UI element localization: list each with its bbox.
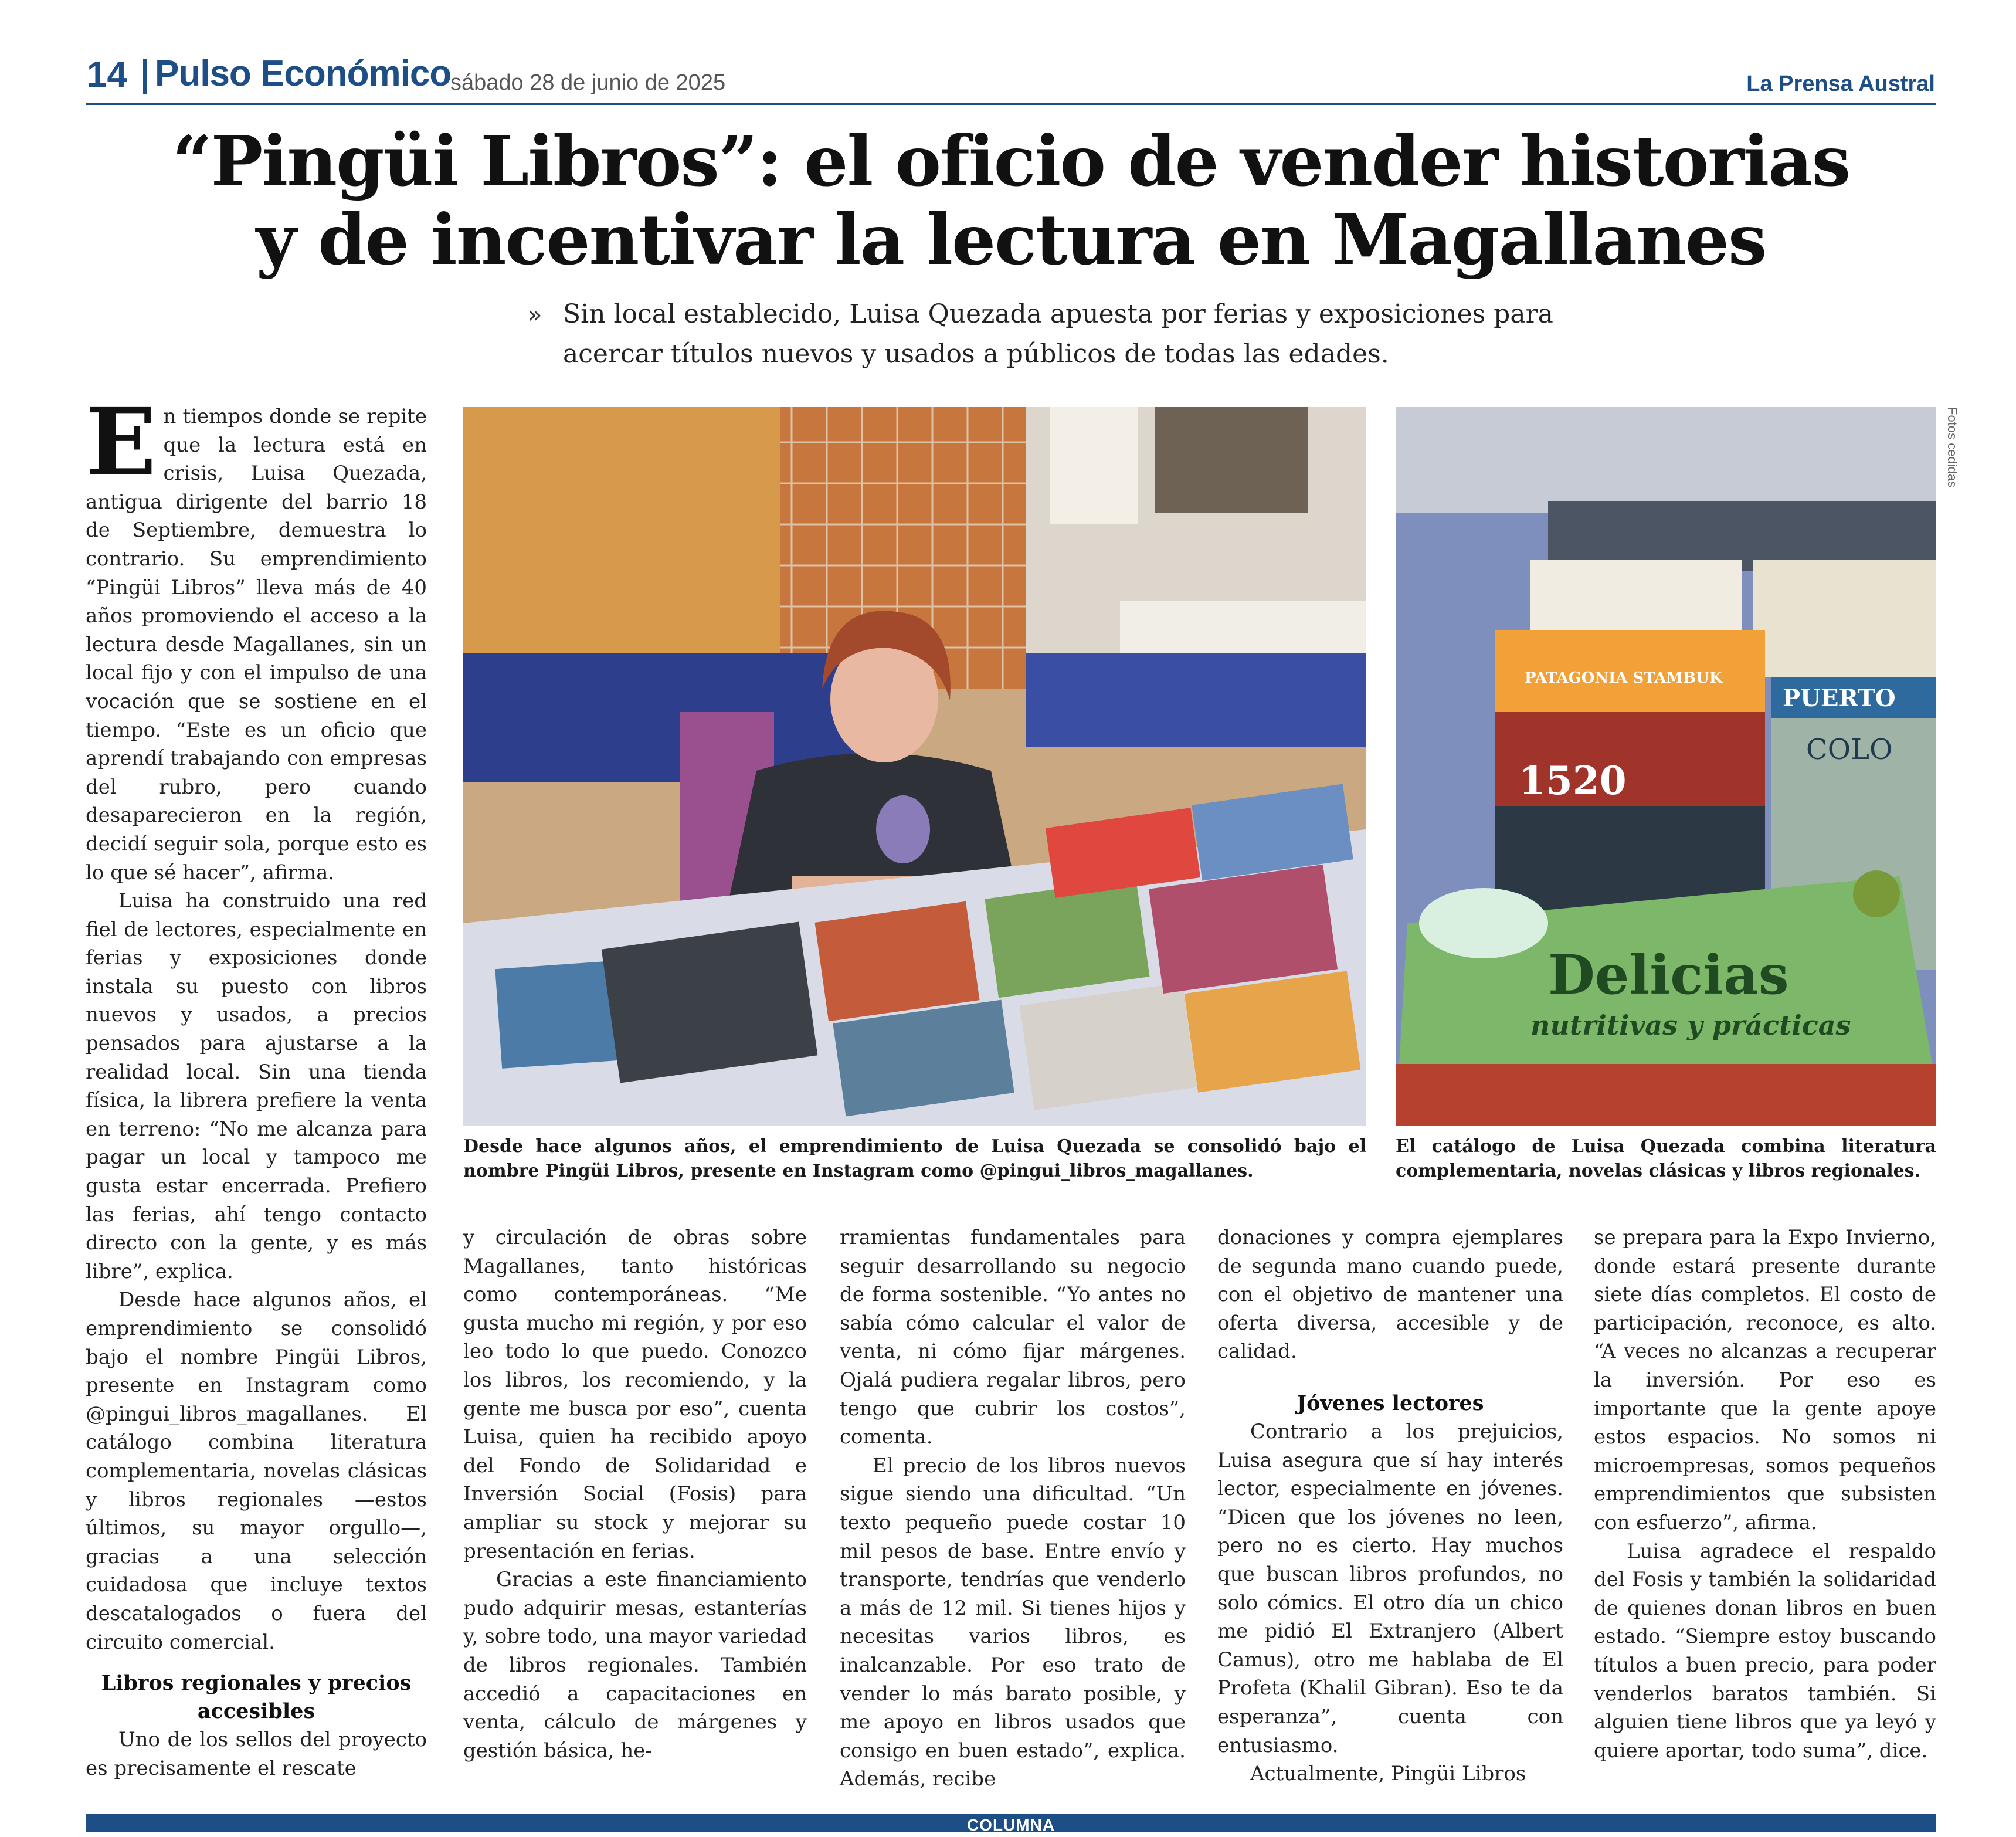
paragraph: donaciones y compra ejemplares de segunda mano cuando puede, con el objetivo de mantener una oferta diversa, accesible y de calidad. — [1217, 1226, 1563, 1364]
headline-line-1: “Pingüi Libros”: el oficio de vender historias — [172, 120, 1850, 202]
book-colo-text: COLO — [1806, 733, 1893, 766]
subhead-jovenes-lectores: Jóvenes lectores — [1297, 1391, 1484, 1415]
photo-caption-2: El catálogo de Luisa Quezada combina literatura complementaria, novelas clásicas y libros regionales. — [1396, 1136, 1936, 1181]
section-name: Pulso Económico — [155, 53, 452, 94]
photo-credit — [1942, 407, 1966, 524]
article-column-5 — [1594, 1223, 1936, 1765]
double-chevron-icon: » — [528, 301, 542, 328]
paragraph: Luisa agradece el respaldo del Fosis y también la solidaridad de quienes donan libros en buen estado. “Siempre estoy buscando títulos a buen precio, para poder venderlos baratos también. Si alguien tiene libros que ya leyó y quiere aportar, todo suma”, dice. — [1594, 1539, 1936, 1763]
book-cover-1520: 1520 — [1519, 758, 1627, 804]
article-column-4 — [1217, 1223, 1563, 1788]
paragraph-text: n tiempos donde se repite que la lectura está en crisis, Luisa Quezada, antigua dirigente del barrio 18 de Septiembre, demuestra lo contrario. Su emprendimiento “Pingüi Libros” lleva más de 40 años promoviendo el acceso a la lectura desde Magallanes, sin un local fijo y con el impulso de una vocación que se sostiene en el tiempo. “Este es un oficio que aprendí trabajando con empresas del rubro, pero cuando desaparecieron en la región, decidí seguir sola, porque esto es lo que sé hacer”, afirma. — [86, 405, 427, 884]
paragraph — [86, 388, 427, 887]
paragraph: Desde hace algunos años, el emprendimiento se consolidó bajo el nombre Pingüi Libros, presente en Instagram como @pingui_libros_magallanes. El catálogo combina literatura complementaria, novelas clásicas y libros regionales —estos últimos, su mayor orgullo—, gracias a una selección cuidadosa que incluye textos descatalogados o fuera del circuito comercial. — [86, 1288, 427, 1654]
page-number: 14 — [87, 55, 127, 95]
paragraph: Contrario a los prejuicios, Luisa asegura que sí hay interés lector, especialmente en jóvenes. “Dicen que los jóvenes no leen, pero no es cierto. Hay muchos que buscan libros profundos, no solo cómics. El otro día un chico me pidió El Extranjero (Albert Camus), otro me hablaba de El Profeta (Khalil Gibran). Eso te da esperanza”, cuenta con entusiasmo. — [1217, 1419, 1563, 1757]
subhead-libros-regionales: Libros regionales y precios accesibles — [101, 1671, 412, 1724]
paragraph: El precio de los libros nuevos sigue siendo una dificultad. “Un texto pequeño puede costar 10 mil pesos de base. Entre envío y transporte, tendrías que venderlo a más de 12 mil. Si tienes hijos y necesitas varios libros, es inalcanzable. Por eso trato de vender lo más barato posible, y me apoyo en libros usados que consigo en buen estado”, explica. Además, recibe — [840, 1453, 1186, 1791]
paragraph: Uno de los sellos del proyecto es precisamente el rescate — [86, 1728, 427, 1780]
subheadline-text: Sin local establecido, Luisa Quezada apuesta por ferias y exposiciones para acercar títulos nuevos y usados a públicos de todas las edades. — [563, 299, 1553, 369]
photo-illustration — [463, 407, 1366, 1126]
drop-cap: E — [86, 388, 157, 497]
paragraph: Luisa ha construido una red fiel de lectores, especialmente en ferias y exposiciones donde instala su puesto con libros nuevos y usados, a precios pensados para ajustarse a la realidad local. Sin una tienda física, la librera prefiere la venta en terreno: “No me alcanza para pagar un local y tampoco me gusta estar encerrada. Prefiero las ferias, ahí tengo contacto directo con la gente, y es más libre”, explica. — [86, 889, 427, 1283]
publication-name: La Prensa Austral — [1746, 72, 1935, 96]
article-column-2 — [463, 1223, 807, 1765]
book-delicias-title: Delicias — [1548, 943, 1789, 1006]
book-author-text: PATAGONIA STAMBUK — [1525, 669, 1723, 687]
header-divider — [143, 59, 147, 94]
footer-band — [86, 1814, 1936, 1832]
header-rule — [86, 103, 1936, 105]
subheadline — [516, 294, 1572, 374]
photo-luisa-bookstall — [463, 407, 1366, 1126]
headline — [86, 122, 1936, 279]
paragraph: Actualmente, Pingüi Libros — [1250, 1762, 1526, 1786]
paragraph: rramientas fundamentales para seguir desarrollando su negocio de forma sostenible. “Yo antes no sabía cómo calcular el valor de venta, ni cómo fijar márgenes. Ojalá pudiera regalar libros, pero tengo que cubrir los costos”, comenta. — [840, 1226, 1186, 1449]
paragraph: y circulación de obras sobre Magallanes, tanto históricas como contemporáneas. “Me gusta mucho mi región, y por eso leo todo lo que puedo. Conozco los libros, los recomiendo, y la gente me busca por eso”, cuenta Luisa, quien ha recibido apoyo del Fondo de Solidaridad e Inversión Social (Fosis) para ampliar su stock y mejorar su presentación en ferias. — [463, 1226, 807, 1563]
photo-credit-text: Fotos cedidas — [1945, 407, 1960, 487]
photo-book-catalog — [1396, 407, 1936, 1126]
book-delicias-subtitle: nutritivas y prácticas — [1530, 1009, 1851, 1041]
paragraph: se prepara para la Expo Invierno, donde estará presente durante siete días completos. El costo de participación, reconoce, es alto. “A veces no alcanzas a recuperar la inversión. Por eso es importante que la gente apoye estos espacios. No somos ni microempresas, somos pequeños emprendimientos que subsisten con esfuerzo”, afirma. — [1594, 1226, 1936, 1534]
paragraph: Gracias a este financiamiento pudo adquirir mesas, estanterías y, sobre todo, una mayor variedad de libros regionales. También accedió a capacitaciones en venta, cálculo de márgenes y gestión básica, he- — [463, 1568, 807, 1763]
photo-illustration — [1396, 407, 1936, 1126]
footer-label: COLUMNA — [966, 1816, 1055, 1834]
photo-caption-1: Desde hace algunos años, el emprendimiento de Luisa Quezada se consolidó bajo el nombre Pingüi Libros, presente en Instagram como @pingui_libros_magallanes. — [463, 1136, 1366, 1181]
article-column-1 — [86, 388, 427, 1782]
headline-line-2: y de incentivar la lectura en Magallanes — [256, 199, 1766, 280]
issue-date: sábado 28 de junio de 2025 — [450, 70, 726, 95]
article-column-3 — [840, 1223, 1186, 1794]
book-puerto-text: PUERTO — [1783, 684, 1896, 712]
